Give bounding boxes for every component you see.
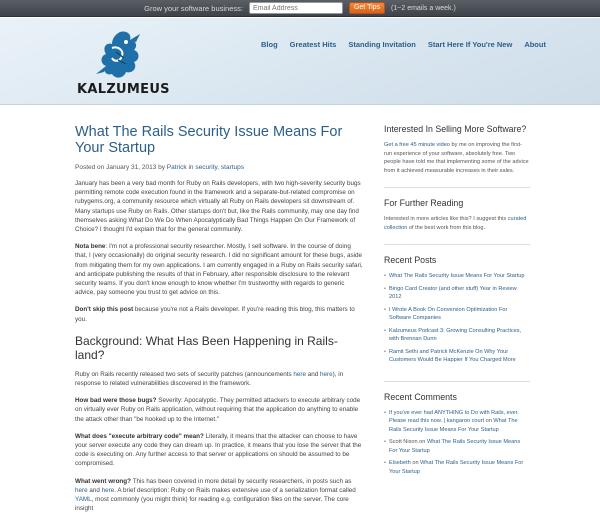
recent-post-item — [384, 285, 530, 306]
paragraph-2-text: : I'm not a professional security researcher. Mostly, I sell software. In the course of doing that, I (very occasionally) do original security research. I did no significant amount for these bugs, aside from mitigating them for my own applications. I am currently engaged in a Ruby on Rails security safari, and anticipate publishing the results of that in February, after responsible disclosure to the relevant security teams. If you don't know enough to know whether I'm trustworthy with regards to generic advice, pay someone you trust to get advice on this. — [75, 243, 363, 297]
nav-blog[interactable]: Blog — [261, 40, 278, 49]
p5-bold: How bad were those bugs? — [75, 397, 157, 405]
main-nav — [261, 40, 558, 49]
yaml-link[interactable]: YAML — [75, 496, 92, 504]
sidebar-selling-section — [384, 124, 530, 175]
announcement-link-1[interactable]: here — [293, 370, 307, 378]
recent-post-link[interactable]: Bingo Card Creator (and other stuff) Year in Review 2012 — [389, 285, 517, 300]
announcement-link-2[interactable]: here — [320, 370, 333, 378]
bullet-icon: • — [384, 327, 386, 334]
sidebar-recent-posts — [384, 255, 530, 369]
sidebar-divider — [384, 244, 530, 245]
recent-post-item — [384, 272, 530, 285]
recent-post-item — [384, 327, 530, 348]
signup-label: Grow your software business: — [144, 3, 243, 13]
p7-text-a: This has been covered in more detail by security researchers, in posts such as — [130, 477, 352, 485]
bullet-icon: • — [384, 409, 386, 416]
post-title[interactable]: What The Rails Security Issue Means For Your Startup — [75, 124, 343, 156]
category-security-link[interactable]: security — [195, 164, 218, 171]
p4-text-c: ), in response to related vulnerabilities discovered in the framework. — [75, 370, 344, 388]
bullet-icon: • — [384, 306, 386, 313]
recent-comment-item — [384, 438, 530, 459]
sidebar-divider — [384, 381, 530, 382]
p4-text-b: and — [306, 370, 321, 378]
sidebar-heading-reading: For Further Reading — [384, 198, 464, 208]
meta-in: in — [188, 164, 194, 171]
paragraph-3 — [75, 305, 363, 323]
dragon-logo-icon — [90, 28, 150, 84]
paragraph-1: January has been a very bad month for Ruby on Rails developers, with two high-severity security bugs permitting remote code execution found in the framework and a separate-but-related compromise on rubygems.org, a community resource which virtually all Ruby on Rails developers sit downstream of. Many startups use Ruby on Rails. Other startups don't but, like the Rails community, may one day find themselves asking What Do We Do When Apocalyptically Bad Things Happen On Our Framework of Choice? I thought I'd explain that for the general community. — [75, 180, 361, 234]
site-logo[interactable] — [76, 28, 170, 100]
sidebar-reading-text — [384, 215, 530, 232]
recent-comment-item — [384, 409, 530, 439]
category-startups-link[interactable]: startups — [220, 164, 245, 171]
recent-comment-item — [384, 459, 530, 480]
sidebar-heading-selling: Interested In Selling More Software? — [384, 124, 527, 134]
nav-standing-invitation[interactable]: Standing Invitation — [348, 40, 416, 49]
nav-about[interactable]: About — [524, 40, 546, 49]
curated-collection-link[interactable]: curated collection — [384, 216, 527, 231]
comment-on: on — [417, 439, 427, 445]
signup-bar — [0, 0, 600, 17]
recent-post-item — [384, 306, 530, 327]
paragraph-5 — [75, 396, 363, 424]
p6-text: Literally, it means that the attacker can choose to have your server execute any code they can dream up. In practice, it means that you lose the server that the code is executing on. Any further access to that server or applications on should be assumed to be compromised. — [75, 432, 362, 468]
comment-on: on — [484, 418, 494, 424]
p4-text-a: Ruby on Rails recently released two sets of security patches (announcements — [75, 370, 294, 378]
bullet-icon: • — [384, 348, 386, 355]
reading-text-b: of the best work from this blog. — [407, 224, 486, 231]
comment-author-link[interactable]: Elsebeth — [389, 460, 411, 466]
bullet-icon: • — [384, 460, 386, 466]
sidebar-selling-text — [384, 141, 530, 175]
p7-bold: What went wrong? — [75, 477, 131, 485]
author-link[interactable]: Patrick — [166, 164, 187, 171]
paragraph-3-text: because you're not a Rails developer. If you're reading this blog, this matters to you. — [75, 306, 355, 323]
post-content — [75, 124, 363, 513]
nota-bene: Nota bene — [75, 243, 106, 251]
meta-sep: , — [217, 164, 220, 171]
p5-text: Severity: Apocalyptic. They permitted attackers to execute arbitrary code on virtually ever Ruby on Rails application, without requiring that the application do anything to enable the attack other than "be hooked up to the Internet." — [75, 397, 361, 423]
selling-text: by me on improving the first-run experience of your software, absolutely free. Two people have told me that implementing some of the advice from it achieved measurable increases in their sales. — [384, 142, 529, 174]
sidebar — [384, 124, 530, 492]
comment-post-link[interactable]: What The Rails Security Issue Means For Your Startup — [389, 418, 518, 433]
sidebar-divider — [384, 187, 530, 188]
section-heading: Background: What Has Been Happening in Rails-land? — [75, 333, 338, 362]
recent-post-link[interactable]: What The Rails Security Issue Means For Your Startup — [389, 273, 525, 279]
p7-text-d: , most commonly (you might think) for reading e.g. configuration files on the server. The core insight — [75, 496, 349, 513]
sidebar-heading-recent-comments: Recent Comments — [384, 391, 457, 402]
sidebar-reading-section — [384, 198, 530, 232]
recent-post-item — [384, 348, 530, 369]
paragraph-2 — [75, 242, 363, 297]
recent-post-link[interactable]: Kalzumeus Podcast 3: Growing Consulting Practices, with Brennan Dunn — [389, 327, 522, 342]
bullet-icon: • — [384, 439, 386, 445]
sidebar-recent-comments — [384, 392, 530, 481]
p7-text-b: and — [87, 486, 102, 494]
site-header — [0, 18, 600, 105]
logo-wordmark: KALZUMEUS — [77, 82, 170, 97]
p6-bold: What does "execute arbitrary code" mean? — [75, 432, 204, 440]
nav-start-here[interactable]: Start Here If You're New — [427, 40, 513, 49]
paragraph-7 — [75, 477, 363, 513]
comment-author: Scott Nixon — [389, 439, 418, 445]
paragraph-4 — [75, 370, 363, 388]
post-meta — [75, 164, 363, 171]
p7-text-c: . A brief description: Ruby on Rails makes extensive use of a serialization format called — [114, 486, 356, 494]
sidebar-heading-recent-posts: Recent Posts — [384, 255, 437, 265]
post-date: Posted on January 31, 2013 by — [75, 164, 165, 171]
research-link-1[interactable]: here — [75, 486, 88, 494]
bullet-icon: • — [384, 273, 386, 279]
recent-post-link[interactable]: I Wrote A Book On Conversion Optimization For Software Companies — [389, 306, 508, 321]
nav-greatest-hits[interactable]: Greatest Hits — [289, 40, 337, 49]
reading-text-a: Interested in more articles like this? I suggest this — [384, 216, 508, 222]
comment-author-link[interactable]: If you've ever had ANYTHING to Do with Rails, ever. Please read this now. | kangaroo court — [389, 409, 519, 424]
comment-on: on — [410, 460, 421, 466]
comment-post-link[interactable]: What The Rails Security Issue Means For Your Startup — [389, 460, 524, 475]
free-video-link[interactable]: Get a free 45 minute video — [384, 142, 450, 148]
get-tips-button[interactable]: Get Tips — [349, 2, 385, 14]
comment-post-link[interactable]: What The Rails Security Issue Means For Your Startup — [389, 439, 521, 454]
research-link-2[interactable]: here — [101, 486, 115, 494]
dont-skip: Don't skip this post — [75, 306, 134, 314]
recent-post-link[interactable]: Ramit Sethi and Patrick McKenzie On Why Your Customers Would Be Happier If You Charged More — [389, 348, 516, 363]
bullet-icon: • — [384, 285, 386, 292]
paragraph-6 — [75, 432, 363, 469]
signup-note: (1~2 emails a week.) — [391, 4, 456, 12]
email-input[interactable] — [249, 2, 343, 14]
